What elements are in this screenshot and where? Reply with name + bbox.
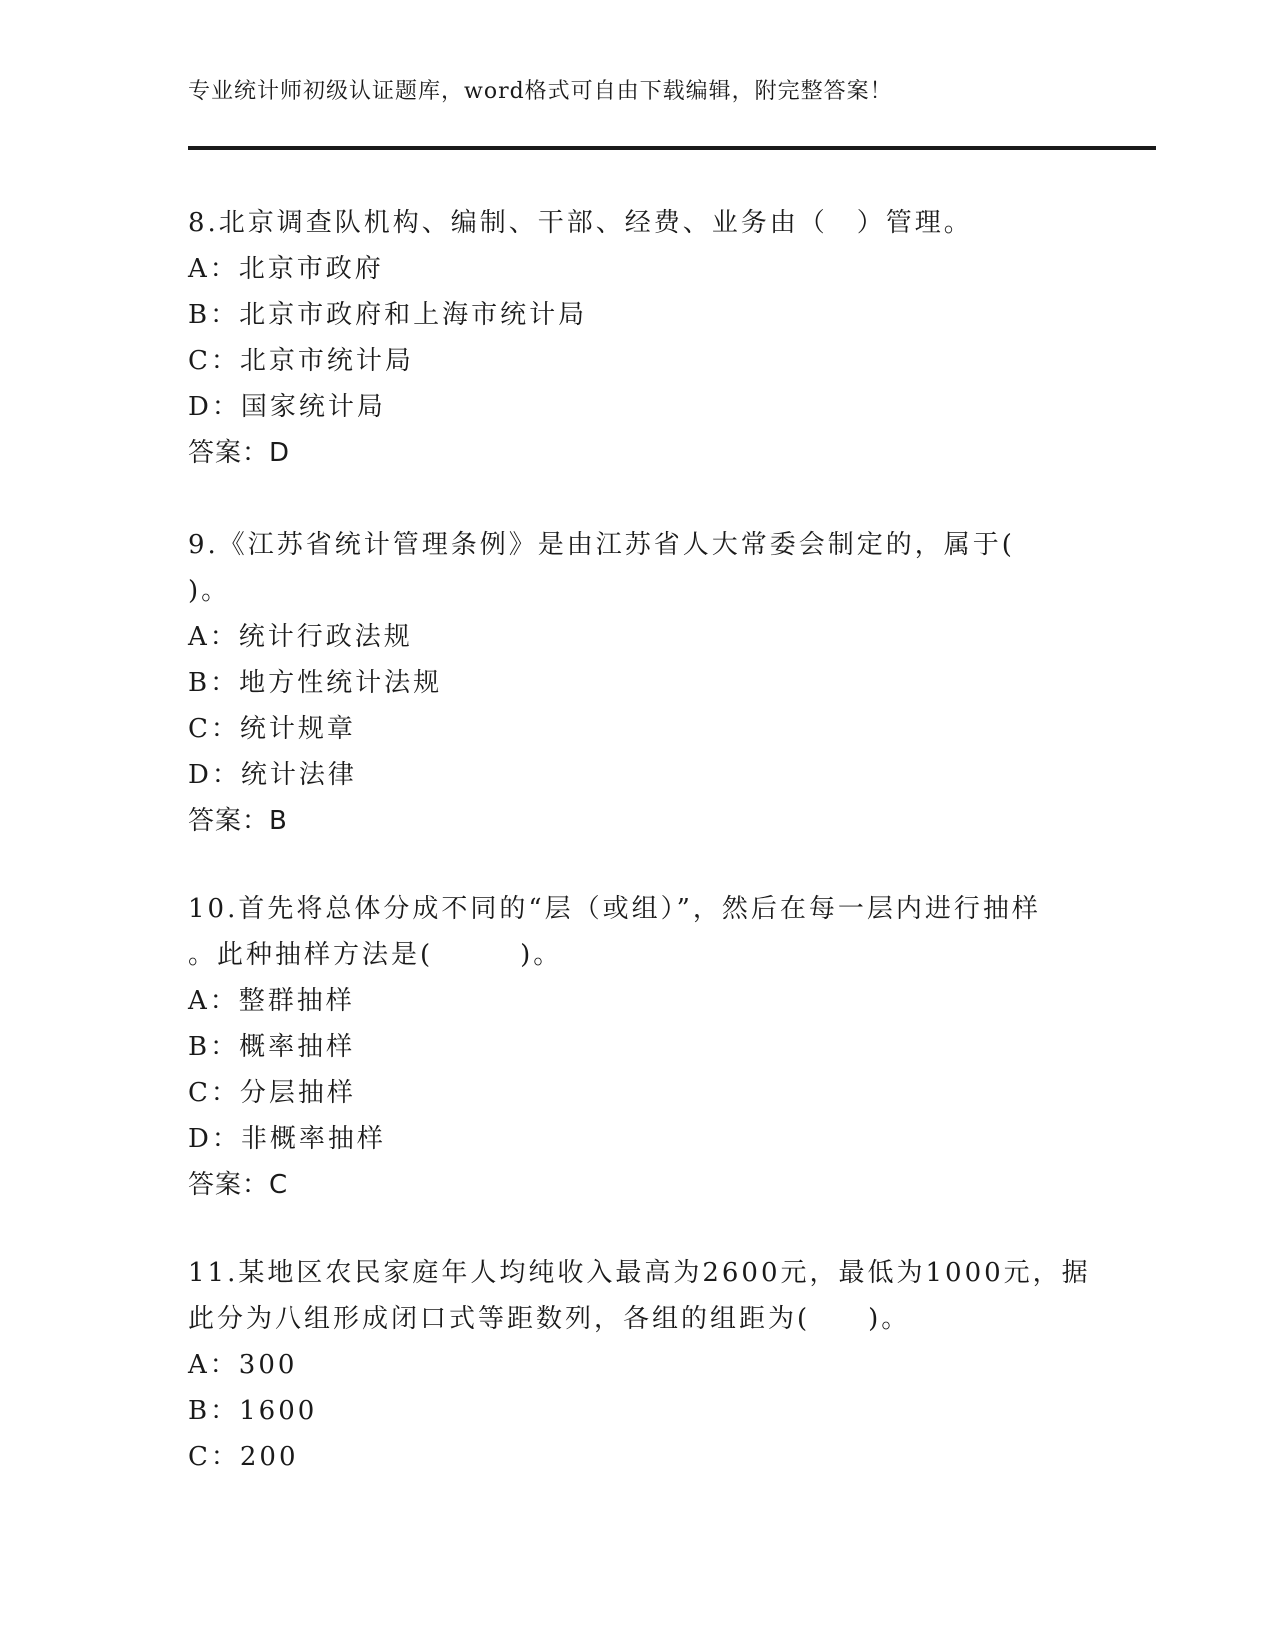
page-header: 专业统计师初级认证题库，word格式可自由下载编辑，附完整答案！ [188, 79, 893, 104]
option-d: D：统计法律 [188, 760, 357, 790]
question-stem: 8.北京调查队机构、编制、干部、经费、业务由（ ）管理。 [188, 208, 973, 238]
question-stem: 11.某地区农民家庭年人均纯收入最高为2600元，最低为1000元，据 [188, 1258, 1091, 1288]
option-b: B：概率抽样 [188, 1032, 356, 1062]
question-stem-continued: 。此种抽样方法是( )。 [188, 940, 563, 970]
question-8 [188, 200, 1088, 476]
option-b: B：1600 [188, 1396, 318, 1426]
question-stem-continued: 此分为八组形成闭口式等距数列，各组的组距为( )。 [188, 1304, 911, 1334]
question-stem: 9.《江苏省统计管理条例》是由江苏省人大常委会制定的，属于( [188, 530, 1015, 560]
option-b: B：北京市政府和上海市统计局 [188, 300, 588, 330]
option-a: A：统计行政法规 [188, 622, 413, 652]
option-d: D：国家统计局 [188, 392, 386, 422]
option-a: A：300 [188, 1350, 298, 1380]
option-c: C：统计规章 [188, 714, 356, 744]
option-d: D：非概率抽样 [188, 1124, 386, 1154]
answer-line: 答案：B [188, 806, 288, 836]
question-9 [188, 522, 1088, 844]
option-a: A：整群抽样 [188, 986, 355, 1016]
question-stem-continued: )。 [188, 576, 231, 606]
question-10 [188, 886, 1088, 1208]
option-b: B：地方性统计法规 [188, 668, 443, 698]
question-11 [188, 1250, 1091, 1480]
header-double-rule [188, 146, 1156, 150]
option-a: A：北京市政府 [188, 254, 384, 284]
answer-line: 答案：C [188, 1170, 289, 1200]
option-c: C：200 [188, 1442, 299, 1472]
option-c: C：北京市统计局 [188, 346, 414, 376]
answer-line: 答案：D [188, 438, 291, 468]
option-c: C：分层抽样 [188, 1078, 356, 1108]
question-stem: 10.首先将总体分成不同的“层（或组）”，然后在每一层内进行抽样 [188, 894, 1041, 924]
